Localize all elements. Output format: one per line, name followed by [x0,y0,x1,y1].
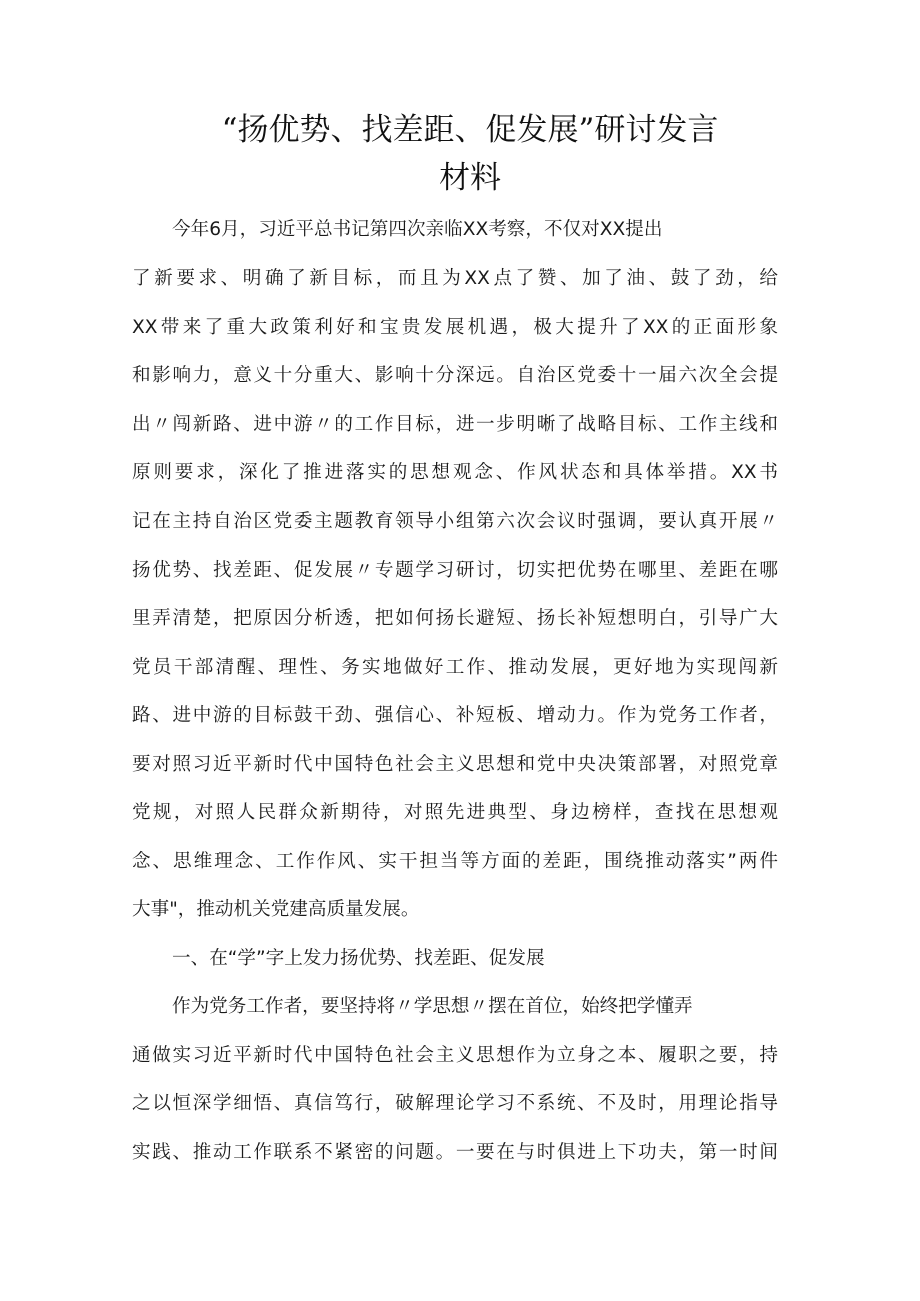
paragraph-1-line-15: 大事"，推动机关党建高质量发展。 [132,899,420,920]
paragraph-1-line-9: 里弄清楚，把原因分析透，把如何扬长避短、扬长补短想明白，引导广大 [132,608,778,629]
document-title-line-2: 材料 [439,160,501,196]
paragraph-1-line-7: 记在主持自治区党委主题教育领导小组第六次会议时强调，要认真开展〃 [132,511,778,532]
paragraph-1-line-11: 路、进中游的目标鼓干劲、强信心、补短板、增动力。作为党务工作者， [132,705,778,726]
paragraph-1-line-8: 扬优势、找差距、促发展〃专题学习研讨，切实把优势在哪里、差距在哪 [132,560,778,581]
paragraph-2-line-2: 通做实习近平新时代中国特色社会主义思想作为立身之本、履职之要，持 [132,1045,778,1066]
paragraph-1-line-14: 念、思维理念、工作作风、实干担当等方面的差距，围绕推动落实”两件 [132,851,778,872]
paragraph-2-line-4: 实践、推动工作联系不紧密的问题。一要在与时俱进上下功夫，第一时间 [132,1142,778,1163]
document-title-line-1: “扬优势、找差距、促发展”研讨发言 [221,112,719,148]
section-heading-1: 一、在“学”字上发力扬优势、找差距、促发展 [172,948,545,969]
paragraph-1-line-3: XX带来了重大政策利好和宝贵发展机遇，极大提升了XX的正面形象 [132,317,778,338]
paragraph-1-line-2: 了新要求、明确了新目标，而且为XX点了赞、加了油、鼓了劲，给 [132,268,778,289]
paragraph-1-line-4: 和影响力，意义十分重大、影响十分深远。自治区党委十一届六次全会提 [132,365,778,386]
paragraph-1-line-5: 出〃闯新路、进中游〃的工作目标，进一步明晰了战略目标、工作主线和 [132,414,778,435]
paragraph-1-line-10: 党员干部清醒、理性、务实地做好工作、推动发展，更好地为实现闯新 [132,657,778,678]
paragraph-2-line-3: 之以恒深学细悟、真信笃行，破解理论学习不系统、不及时，用理论指导 [132,1093,778,1114]
paragraph-1-line-6: 原则要求，深化了推进落实的思想观念、作风状态和具体举措。XX书 [132,462,778,483]
paragraph-1-line-1: 今年6月，习近平总书记第四次亲临XX考察，不仅对XX提出 [172,219,663,240]
paragraph-1-line-12: 要对照习近平新时代中国特色社会主义思想和党中央决策部署，对照党章 [132,754,778,775]
paragraph-2-line-1: 作为党务工作者，要坚持将〃学思想〃摆在首位，始终把学懂弄 [172,996,693,1017]
paragraph-1-line-13: 党规，对照人民群众新期待，对照先进典型、身边榜样，查找在思想观 [132,802,778,823]
